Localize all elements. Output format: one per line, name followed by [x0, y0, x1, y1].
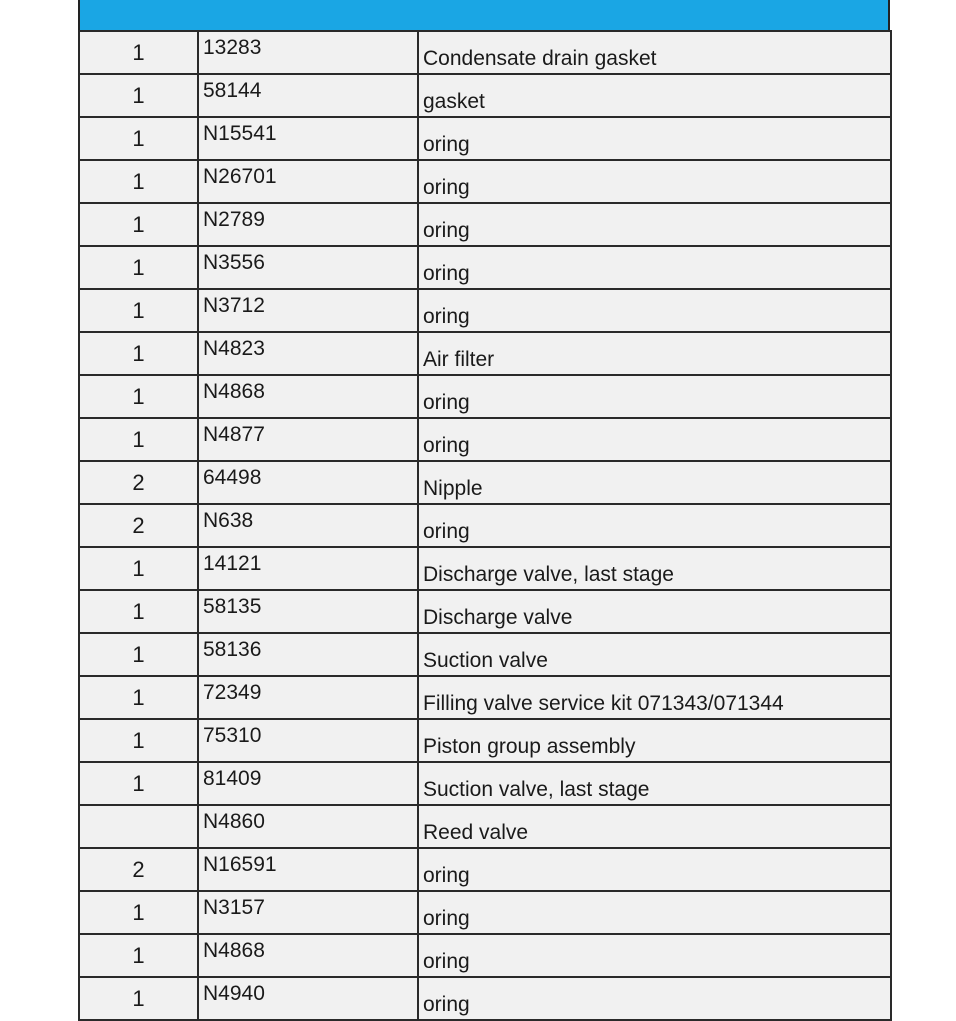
qty-cell: 1	[79, 934, 198, 977]
table-row	[79, 332, 891, 375]
qty-cell: 2	[79, 504, 198, 547]
qty-cell: 1	[79, 633, 198, 676]
table-row	[79, 805, 891, 848]
part-number-cell: 13283	[198, 31, 418, 74]
table-row	[79, 547, 891, 590]
description-cell: Air filter	[418, 332, 891, 375]
description-cell: oring	[418, 160, 891, 203]
table-row	[79, 375, 891, 418]
description-cell: oring	[418, 375, 891, 418]
table-row	[79, 31, 891, 74]
description-cell: Condensate drain gasket	[418, 31, 891, 74]
table-row	[79, 676, 891, 719]
qty-cell: 1	[79, 375, 198, 418]
description-cell: oring	[418, 848, 891, 891]
part-number-cell: N4860	[198, 805, 418, 848]
table-row	[79, 633, 891, 676]
description-cell: gasket	[418, 74, 891, 117]
part-number-cell: 58144	[198, 74, 418, 117]
parts-table-body	[79, 31, 891, 1020]
qty-cell: 1	[79, 719, 198, 762]
table-row	[79, 74, 891, 117]
qty-cell: 1	[79, 547, 198, 590]
description-cell: Nipple	[418, 461, 891, 504]
description-cell: oring	[418, 977, 891, 1020]
description-cell: oring	[418, 934, 891, 977]
part-number-cell: 58135	[198, 590, 418, 633]
table-row	[79, 719, 891, 762]
part-number-cell: N638	[198, 504, 418, 547]
qty-cell: 1	[79, 74, 198, 117]
qty-cell	[79, 805, 198, 848]
qty-cell: 1	[79, 418, 198, 461]
description-cell: oring	[418, 504, 891, 547]
part-number-cell: N3157	[198, 891, 418, 934]
table-row	[79, 461, 891, 504]
part-number-cell: N4868	[198, 375, 418, 418]
part-number-cell: N4940	[198, 977, 418, 1020]
description-cell: Piston group assembly	[418, 719, 891, 762]
parts-sheet	[78, 0, 890, 1021]
table-row	[79, 160, 891, 203]
qty-cell: 1	[79, 31, 198, 74]
qty-cell: 1	[79, 977, 198, 1020]
parts-table	[78, 30, 892, 1021]
table-row	[79, 117, 891, 160]
part-number-cell: 64498	[198, 461, 418, 504]
qty-cell: 1	[79, 332, 198, 375]
part-number-cell: N4877	[198, 418, 418, 461]
table-row	[79, 418, 891, 461]
part-number-cell: N2789	[198, 203, 418, 246]
part-number-cell: N3556	[198, 246, 418, 289]
qty-cell: 1	[79, 160, 198, 203]
table-row	[79, 891, 891, 934]
part-number-cell: 58136	[198, 633, 418, 676]
table-row	[79, 848, 891, 891]
qty-cell: 1	[79, 289, 198, 332]
qty-cell: 1	[79, 590, 198, 633]
part-number-cell: N4823	[198, 332, 418, 375]
table-row	[79, 203, 891, 246]
part-number-cell: 75310	[198, 719, 418, 762]
description-cell: Suction valve	[418, 633, 891, 676]
table-row	[79, 934, 891, 977]
description-cell: Suction valve, last stage	[418, 762, 891, 805]
qty-cell: 1	[79, 203, 198, 246]
table-row	[79, 289, 891, 332]
table-header-band	[78, 0, 890, 30]
description-cell: oring	[418, 117, 891, 160]
description-cell: oring	[418, 246, 891, 289]
part-number-cell: N26701	[198, 160, 418, 203]
part-number-cell: N16591	[198, 848, 418, 891]
table-row	[79, 977, 891, 1020]
part-number-cell: N3712	[198, 289, 418, 332]
table-row	[79, 246, 891, 289]
part-number-cell: N4868	[198, 934, 418, 977]
qty-cell: 1	[79, 246, 198, 289]
qty-cell: 1	[79, 676, 198, 719]
part-number-cell: 81409	[198, 762, 418, 805]
table-row	[79, 762, 891, 805]
qty-cell: 2	[79, 848, 198, 891]
part-number-cell: N15541	[198, 117, 418, 160]
description-cell: oring	[418, 891, 891, 934]
description-cell: oring	[418, 418, 891, 461]
description-cell: Discharge valve, last stage	[418, 547, 891, 590]
description-cell: Reed valve	[418, 805, 891, 848]
qty-cell: 1	[79, 891, 198, 934]
description-cell: oring	[418, 203, 891, 246]
qty-cell: 2	[79, 461, 198, 504]
qty-cell: 1	[79, 117, 198, 160]
table-row	[79, 590, 891, 633]
qty-cell: 1	[79, 762, 198, 805]
description-cell: Discharge valve	[418, 590, 891, 633]
part-number-cell: 14121	[198, 547, 418, 590]
description-cell: Filling valve service kit 071343/071344	[418, 676, 891, 719]
part-number-cell: 72349	[198, 676, 418, 719]
table-row	[79, 504, 891, 547]
description-cell: oring	[418, 289, 891, 332]
